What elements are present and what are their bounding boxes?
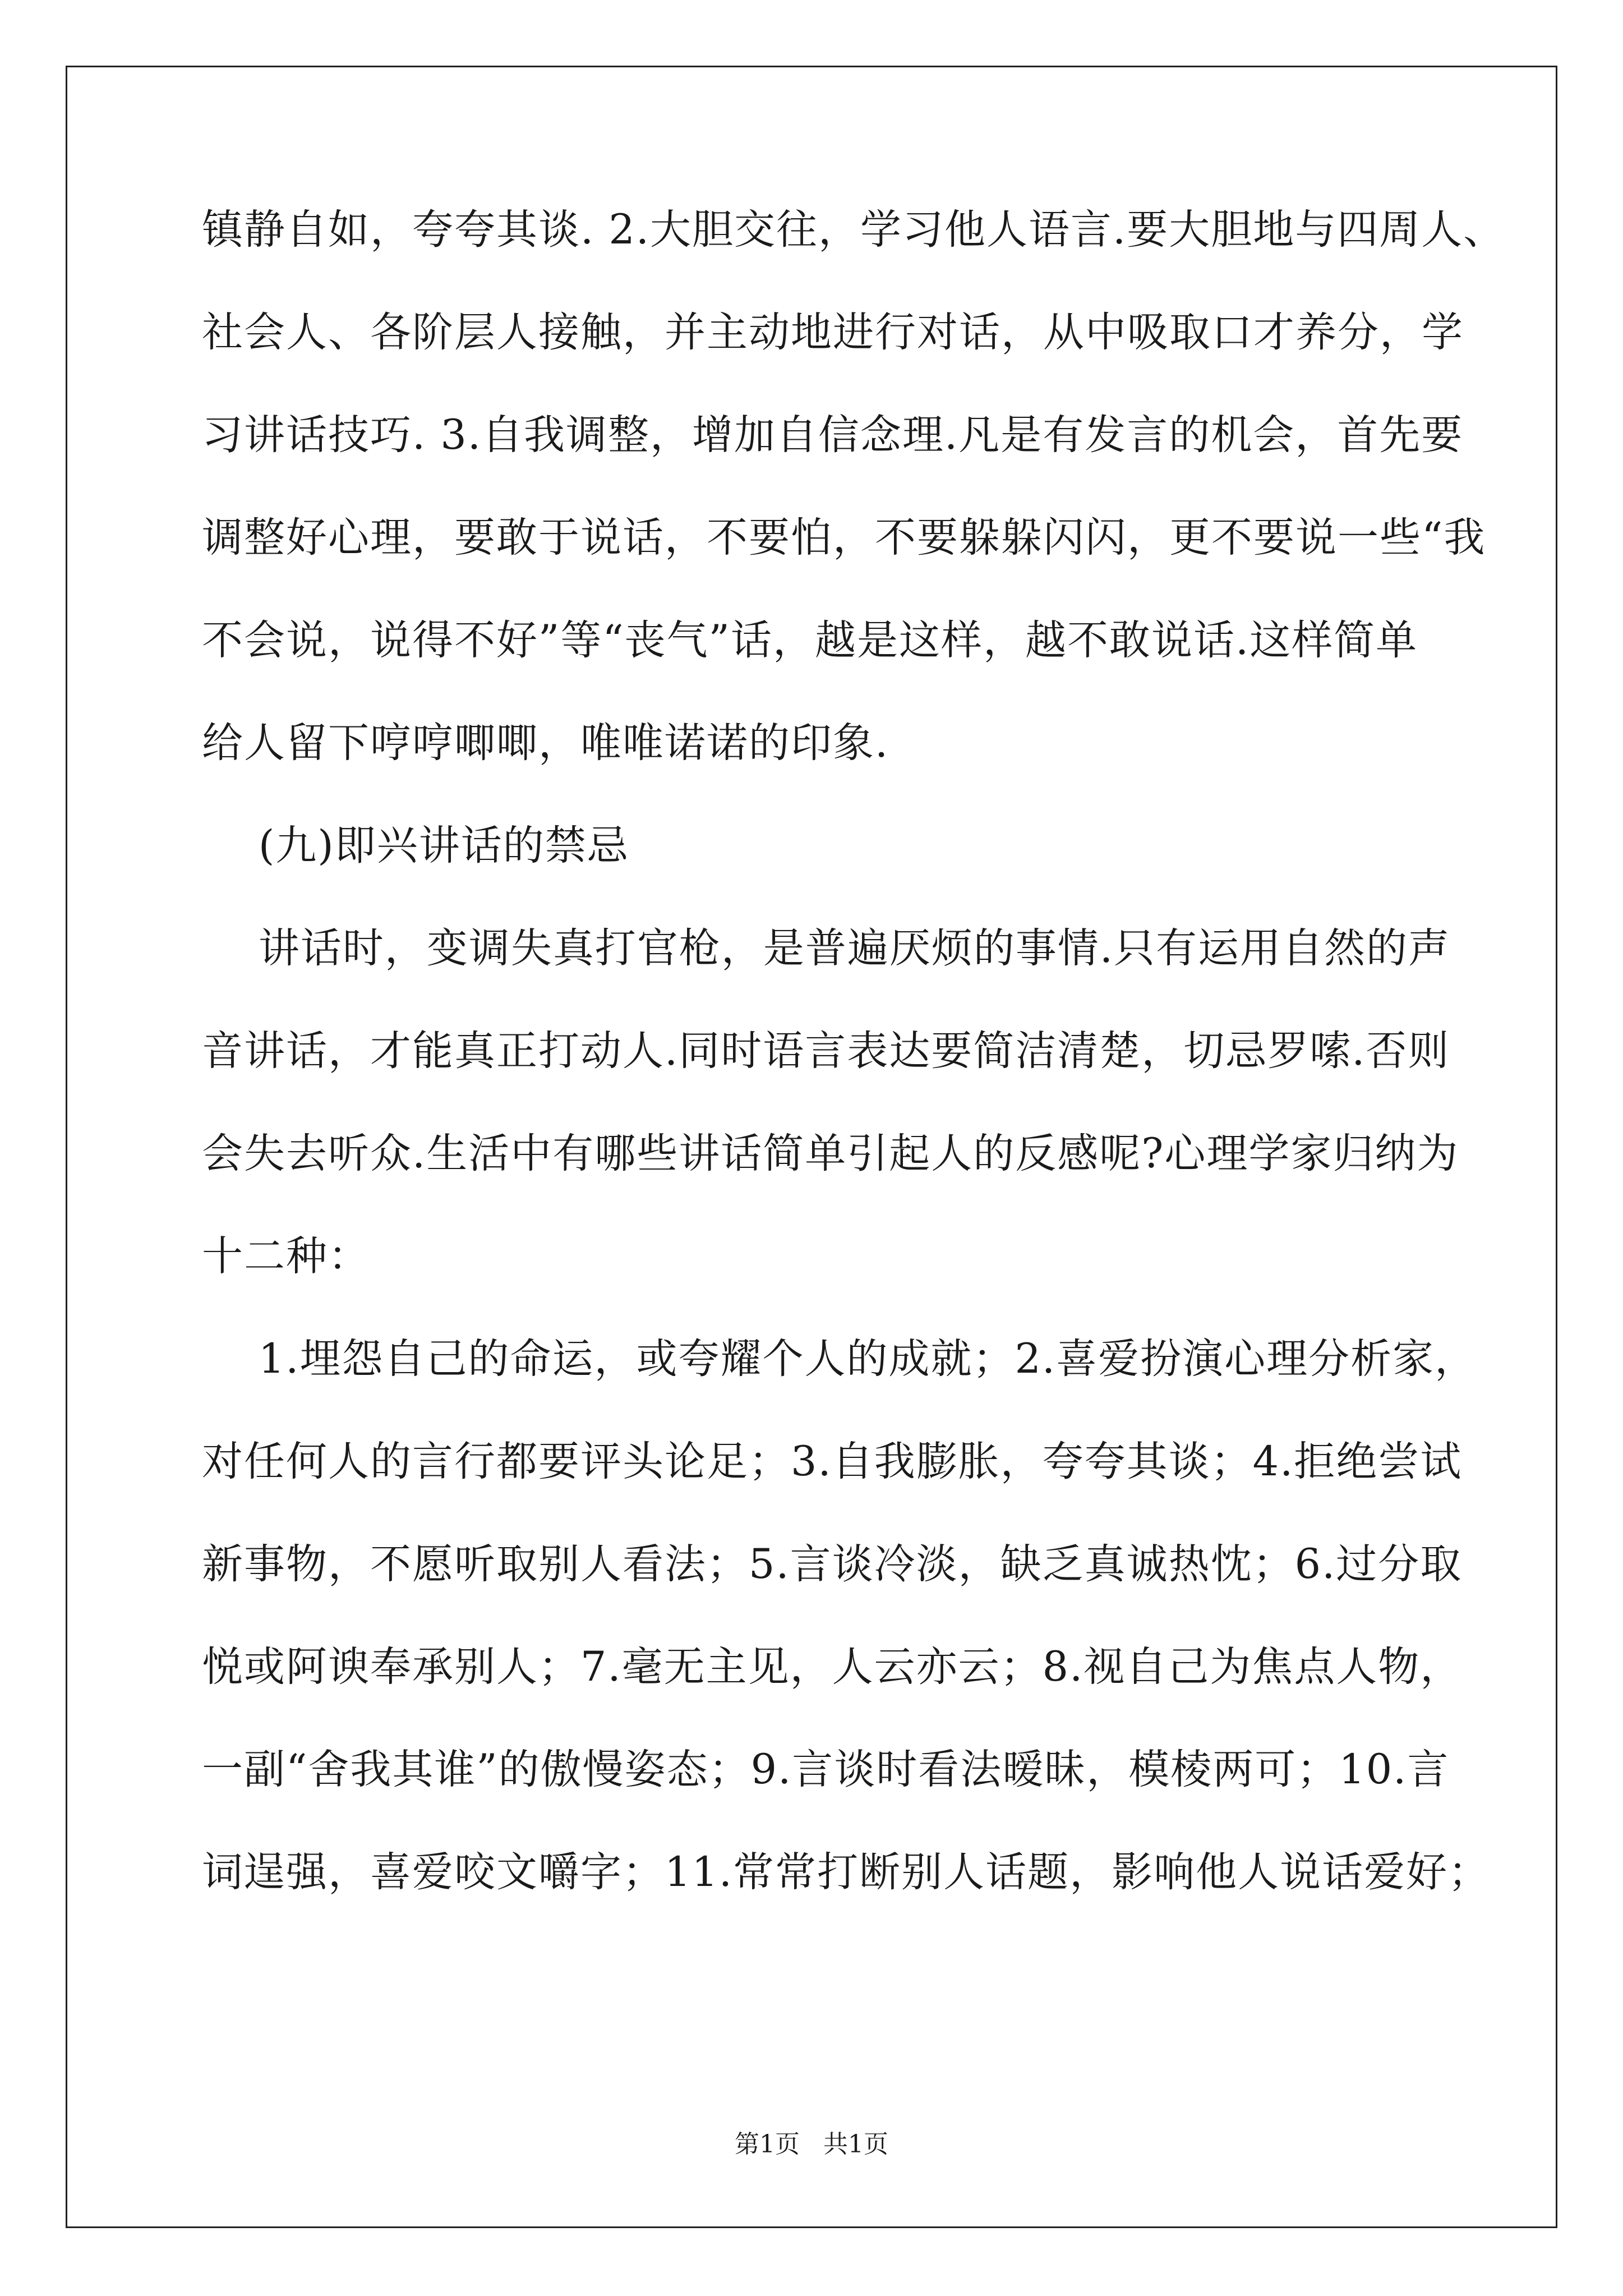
text-line: 镇静自如，夸夸其谈. 2.大胆交往，学习他人语言.要大胆地与四周人、 bbox=[202, 206, 1506, 254]
text-line: 对任何人的言行都要评头论足；3.自我膨胀，夸夸其谈；4.拒绝尝试 bbox=[202, 1438, 1463, 1485]
text-line: 不会说，说得不好”等“丧气”话，越是这样，越不敢说话.这样简单 bbox=[202, 616, 1418, 664]
text-line: 词逞强，喜爱咬文嚼字；11.常常打断别人话题，影响他人说话爱好； bbox=[202, 1848, 1491, 1896]
text-line: 新事物，不愿听取别人看法；5.言谈冷淡，缺乏真诚热忱；6.过分取 bbox=[202, 1540, 1463, 1588]
text-line: 给人留下哼哼唧唧，唯唯诺诺的印象. bbox=[202, 719, 889, 767]
text-line: 调整好心理，要敢于说话，不要怕，不要躲躲闪闪，更不要说一些“我 bbox=[202, 514, 1486, 562]
text-line: 会失去听众.生活中有哪些讲话简单引起人的反感呢?心理学家归纳为 bbox=[202, 1130, 1459, 1177]
text-line: 习讲话技巧. 3.自我调整，增加自信念理.凡是有发言的机会，首先要 bbox=[202, 411, 1464, 459]
page-footer bbox=[0, 2128, 1623, 2161]
text-line: 悦或阿谀奉承别人；7.毫无主见，人云亦云；8.视自己为焦点人物， bbox=[202, 1643, 1463, 1691]
text-line: 音讲话，才能真正打动人.同时语言表达要简洁清楚，切忌罗嗦.否则 bbox=[202, 1027, 1450, 1075]
text-line: 一副“舍我其谁”的傲慢姿态；9.言谈时看法暧昧，模棱两可；10.言 bbox=[202, 1746, 1450, 1793]
text-line: 十二种： bbox=[202, 1232, 370, 1280]
text-line: 讲话时，变调失真打官枪，是普遍厌烦的事情.只有运用自然的声 bbox=[202, 924, 1451, 972]
text-line: 1.埋怨自己的命运，或夸耀个人的成就；2.喜爱扮演心理分析家， bbox=[202, 1335, 1477, 1383]
text-line: 社会人、各阶层人接触，并主动地进行对话，从中吸取口才养分，学 bbox=[202, 309, 1464, 356]
document-body bbox=[202, 202, 1506, 1947]
section-heading: (九)即兴讲话的禁忌 bbox=[202, 822, 629, 869]
page-number: 第1页 共1页 bbox=[735, 2130, 888, 2159]
